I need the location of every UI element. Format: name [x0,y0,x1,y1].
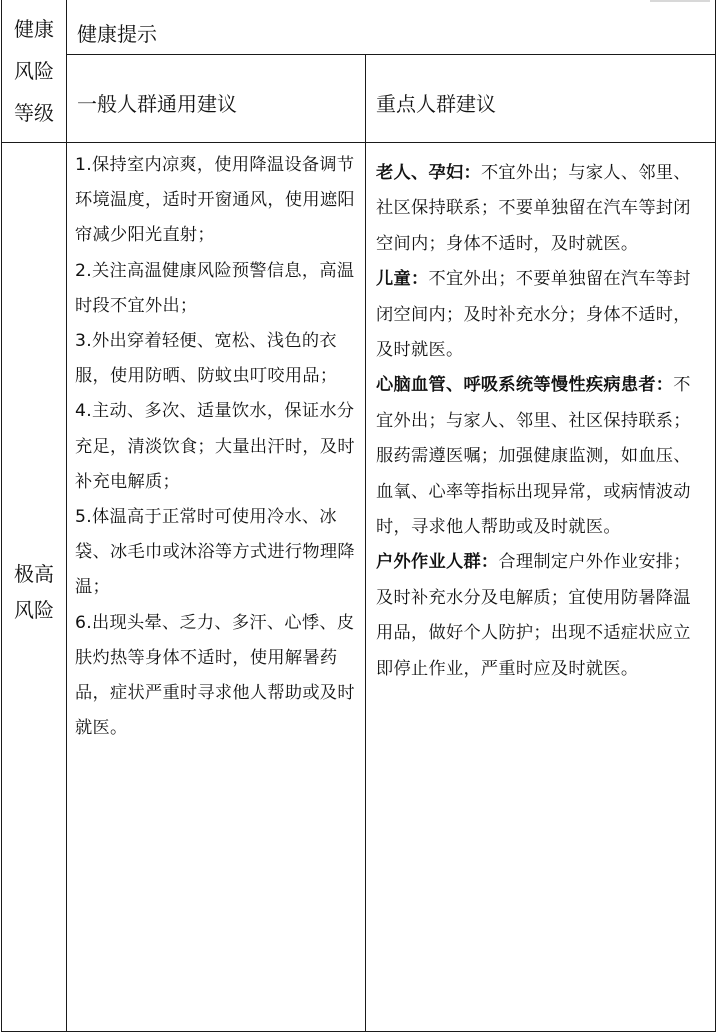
risk-level-line: 极高 [14,562,54,586]
key-groups-header: 重点人群建议 [376,92,496,116]
health-tips-header: 健康提示 [77,22,157,46]
key-group-entry [376,262,708,368]
health-advice-table [1,0,717,1032]
key-group-label: 儿童： [376,269,429,290]
table-border-bottom [1,1031,716,1032]
general-advice-item: 1.保持室内凉爽，使用降温设备调节环境温度，适时开窗通风，使用遮阳帘减少阳光直射； [75,155,355,246]
general-advice-item: 5.体温高于正常时可使用冷水、冰袋、冰毛巾或沐浴等方式进行物理降温； [75,507,355,598]
key-group-text: 不宜外出；与家人、邻里、社区保持联系；服药需遵医嘱；加强健康监测，如血压、血氧、心率等指标出现异常，或病情波动时，寻求他人帮助或及时就医。 [376,375,691,538]
risk-level-cell [3,556,65,628]
risk-level-header-line: 风险 [14,59,54,83]
column-divider-1 [66,0,67,1032]
general-advice-header: 一般人群通用建议 [77,92,237,116]
table-border-right [715,0,716,1032]
column-divider-2 [365,54,366,1032]
key-group-entry [376,545,708,687]
key-group-label: 心脑血管、呼吸系统等慢性疾病患者： [376,375,674,396]
key-group-label: 老人、孕妇： [376,163,481,183]
risk-level-header-line: 等级 [14,101,54,125]
key-group-text: 合理制定户外作业安排；及时补充水分及电解质；宜使用防暑降温用品，做好个人防护；出现不适症状应立即停止作业，严重时应及时就医。 [376,552,691,679]
risk-level-header-line: 健康 [14,17,54,41]
header-divider [1,142,716,143]
key-group-text: 不宜外出；与家人、邻里、社区保持联系；不要单独留在汽车等封闭空间内；身体不适时，及时就医。 [376,163,691,254]
general-advice-item: 2.关注高温健康风险预警信息，高温时段不宜外出； [75,260,355,316]
subheader-divider [66,54,716,55]
table-border-left [1,0,2,1032]
key-group-text: 不宜外出；不要单独留在汽车等封闭空间内；及时补充水分；身体不适时，及时就医。 [376,269,691,361]
risk-level-header [3,0,65,142]
risk-level-line: 风险 [14,598,54,622]
general-advice-item: 6.出现头晕、乏力、多汗、心悸、皮肤灼热等身体不适时，使用解暑药品，症状严重时寻求他人帮助或及时就医。 [75,612,355,739]
general-advice-cell [75,148,359,746]
key-group-label: 户外作业人群： [376,552,499,573]
key-group-entry [376,156,708,262]
key-groups-advice-cell [376,156,708,687]
general-advice-item: 4.主动、多次、适量饮水，保证水分充足，清淡饮食；大量出汗时，及时补充电解质； [75,401,355,492]
key-group-entry [376,368,708,545]
general-advice-item: 3.外出穿着轻便、宽松、浅色的衣服，使用防晒、防蚊虫叮咬用品； [75,331,338,387]
